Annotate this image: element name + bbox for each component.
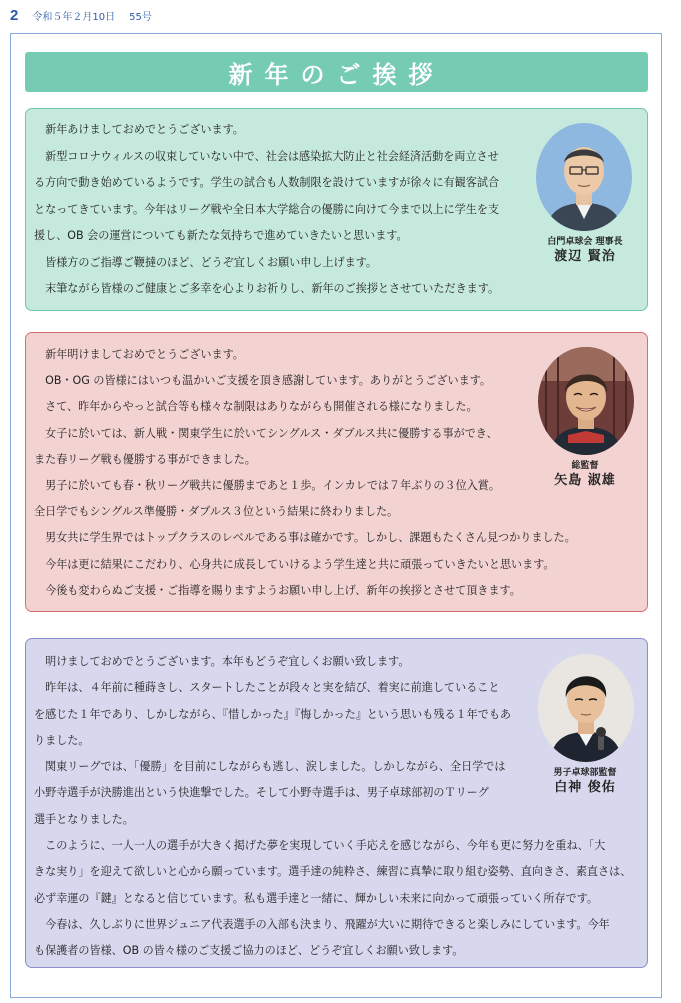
- speaker-role: 男子卓球部監督: [553, 768, 617, 778]
- text-line: 男子に於いても春・秋リーグ戦共に優勝まであと１歩。インカレでは７年ぶりの３位入賞。: [34, 478, 500, 492]
- text-line: 新年あけましておめでとうございます。: [34, 123, 244, 136]
- speaker-name: 白神 俊佑: [554, 780, 616, 795]
- page-title: 新年のご挨拶: [228, 59, 445, 89]
- portrait-head-coach-image: [538, 347, 634, 455]
- text-line: 男女共に学生界ではトップクラスのレベルである事は確かです。しかし、課題もたくさん見つかりました。: [34, 531, 576, 545]
- speaker-role: 総監督: [571, 461, 599, 471]
- page-header: [10, 7, 152, 23]
- greeting-text: [34, 342, 576, 604]
- speaker-caption: [526, 767, 644, 796]
- text-line: 関東リーグでは、「優勝」を目前にしながらも逃し、涙しました。しかしながら、全日学では: [34, 760, 506, 774]
- text-line: りました。: [34, 733, 90, 747]
- greeting-box-head-coach: [25, 332, 648, 612]
- greeting-box-chairman: [25, 108, 648, 311]
- greeting-box-mens-coach: [25, 638, 648, 968]
- text-line: このように、一人一人の選手が大きく掲げた夢を実現していく手応えを感じながら、今年も更に努力を重ね、「大: [34, 839, 606, 853]
- speaker-name: 矢島 淑雄: [554, 473, 616, 488]
- text-line: 女子に於いては、新人戦・関東学生に於いてシングルス・ダブルス共に優勝する事ができ、: [34, 426, 498, 440]
- text-line: 明けましておめでとうございます。本年もどうぞ宜しくお願い致します。: [34, 655, 410, 668]
- text-line: を感じた１年であり、しかしながら、『惜しかった』『悔しかった』という思いも残る１年でもあ: [34, 707, 512, 721]
- speaker-name: 渡辺 賢治: [554, 249, 616, 264]
- text-line: 末筆ながら皆様のご健康とご多幸を心よりお祈りし、新年のご挨拶とさせていただきます。: [34, 282, 500, 295]
- text-line: さて、昨年からやっと試合等も様々な制限はありながらも開催される様になりました。: [34, 400, 478, 414]
- text-line: OB・OG の皆様にはいつも温かいご支援を頂き感謝しています。ありがとうございます。: [34, 374, 491, 388]
- text-line: 今後も変わらぬご支援・ご指導を賜りますようお願い申し上げ、新年の挨拶とさせて頂きます。: [34, 583, 521, 597]
- text-line: 援し、OB 会の運営についても新たな気持ちで進めていきたいと思います。: [34, 229, 408, 242]
- text-line: 新型コロナウィルスの収束していない中で、社会は感染拡大防止と社会経済活動を両立させ: [34, 149, 499, 163]
- title-band: [25, 52, 648, 92]
- text-line: きな実り」を迎えて欲しいと心から願っています。選手達の純粋さ、練習に真摯に取り組む姿勢、直向きさ、素直さは、: [34, 865, 632, 879]
- portrait-chairman-image: [536, 123, 632, 231]
- text-line: 今年は更に結果にこだわり、心身共に成長していけるよう学生達と共に頑張っていきたいと思います。: [34, 557, 555, 571]
- page-number: 2: [10, 7, 19, 24]
- speaker-role: 白門卓球会 理事長: [547, 237, 623, 247]
- text-line: 選手となりました。: [34, 812, 134, 826]
- greeting-text: [34, 117, 499, 303]
- text-line: また春リーグ戦も優勝する事ができました。: [34, 452, 256, 466]
- portrait-mens-coach-image: [538, 654, 634, 762]
- portrait-photo: [538, 347, 634, 455]
- text-line: 皆様方のご指導ご鞭撻のほど、どうぞ宜しくお願い申し上げます。: [34, 255, 378, 269]
- issue-date: 令和５年２月10日: [32, 12, 116, 23]
- text-line: 今春は、久しぶりに世界ジュニア代表選手の入部も決まり、飛躍が大いに期待できると楽しみにしています。今年: [34, 917, 610, 931]
- text-line: 必ず幸運の『鍵』となると信じています。私も選手達と一緒に、輝かしい未来に向かって頑張っていく所存です。: [34, 891, 599, 905]
- text-line: 全日学でもシングルス準優勝・ダブルス３位という結果に終わりました。: [34, 505, 399, 519]
- text-line: も保護者の皆様、OB の皆々様のご支援ご協力のほど、どうぞ宜しくお願い致します。: [34, 944, 464, 958]
- text-line: 小野寺選手が決勝進出という快進撃でした。そして小野寺選手は、男子卓球部初のＴリーグ: [34, 786, 489, 800]
- text-line: 新年明けましておめでとうございます。: [34, 348, 244, 361]
- speaker-caption: [526, 236, 644, 265]
- text-line: となってきています。今年はリーグ戦や全日本大学総合の優勝に向けて今まで以上に学生を支: [34, 202, 500, 216]
- text-line: る方向で動き始めているようです。学生の試合も人数制限を設けていますが徐々に有観客試合: [34, 176, 500, 189]
- text-line: 昨年は、４年前に種蒔きし、スタートしたことが段々と実を結び、着実に前進していること: [34, 681, 500, 695]
- speaker-caption: [526, 460, 644, 489]
- issue-number: 55号: [129, 12, 152, 23]
- portrait-photo: [536, 123, 632, 231]
- portrait-photo: [538, 654, 634, 762]
